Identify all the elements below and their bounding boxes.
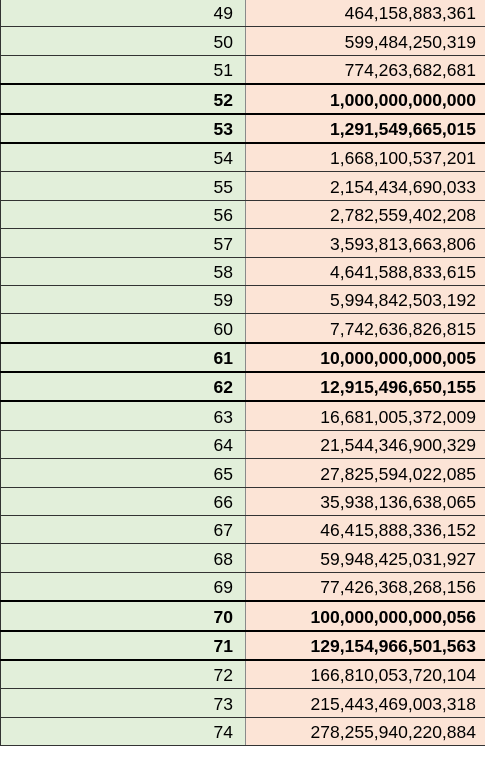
value-cell[interactable]: 2,154,434,690,033 (246, 172, 485, 200)
table-row (1, 689, 485, 717)
index-cell[interactable]: 55 (1, 172, 246, 200)
value-cell[interactable]: 46,415,888,336,152 (246, 516, 485, 544)
value-cell[interactable]: 129,154,966,501,563 (246, 631, 485, 660)
index-cell[interactable]: 69 (1, 572, 246, 601)
value-cell[interactable]: 16,681,005,372,009 (246, 401, 485, 430)
value-cell[interactable]: 27,825,594,022,085 (246, 459, 485, 487)
table-row (1, 516, 485, 544)
value-cell[interactable]: 12,915,496,650,155 (246, 372, 485, 401)
table-row (1, 459, 485, 487)
index-cell[interactable]: 74 (1, 717, 246, 745)
value-cell[interactable]: 599,484,250,319 (246, 27, 485, 55)
index-cell[interactable]: 56 (1, 200, 246, 228)
value-cell[interactable]: 5,994,842,503,192 (246, 285, 485, 313)
table-row (1, 372, 485, 401)
value-cell[interactable]: 4,641,588,833,615 (246, 257, 485, 285)
value-cell[interactable]: 7,742,636,826,815 (246, 314, 485, 343)
index-cell[interactable]: 60 (1, 314, 246, 343)
value-cell[interactable]: 464,158,883,361 (246, 0, 485, 27)
value-cell[interactable]: 10,000,000,000,005 (246, 343, 485, 372)
table-row (1, 572, 485, 601)
value-cell[interactable]: 1,000,000,000,000 (246, 84, 485, 113)
index-cell[interactable]: 65 (1, 459, 246, 487)
index-cell[interactable]: 72 (1, 660, 246, 689)
value-cell[interactable]: 2,782,559,402,208 (246, 200, 485, 228)
table-body (1, 0, 485, 746)
index-cell[interactable]: 51 (1, 55, 246, 84)
value-cell[interactable]: 77,426,368,268,156 (246, 572, 485, 601)
table-row (1, 143, 485, 172)
table-row (1, 200, 485, 228)
table-row (1, 487, 485, 515)
index-cell[interactable]: 61 (1, 343, 246, 372)
value-cell[interactable]: 3,593,813,663,806 (246, 229, 485, 257)
table-row (1, 114, 485, 143)
value-cell[interactable]: 21,544,346,900,329 (246, 430, 485, 458)
table-row (1, 401, 485, 430)
value-cell[interactable]: 166,810,053,720,104 (246, 660, 485, 689)
table-row (1, 314, 485, 343)
value-cell[interactable]: 1,291,549,665,015 (246, 114, 485, 143)
index-cell[interactable]: 64 (1, 430, 246, 458)
value-cell[interactable]: 774,263,682,681 (246, 55, 485, 84)
index-cell[interactable]: 49 (1, 0, 246, 27)
table-row (1, 285, 485, 313)
table-row (1, 717, 485, 745)
index-cell[interactable]: 67 (1, 516, 246, 544)
index-cell[interactable]: 59 (1, 285, 246, 313)
index-cell[interactable]: 73 (1, 689, 246, 717)
table-row (1, 257, 485, 285)
table-row (1, 601, 485, 630)
index-cell[interactable]: 68 (1, 544, 246, 572)
table-row (1, 172, 485, 200)
table-row (1, 27, 485, 55)
value-cell[interactable]: 278,255,940,220,884 (246, 717, 485, 745)
index-cell[interactable]: 57 (1, 229, 246, 257)
value-cell[interactable]: 1,668,100,537,201 (246, 143, 485, 172)
index-cell[interactable]: 58 (1, 257, 246, 285)
table-row (1, 660, 485, 689)
table-row (1, 430, 485, 458)
value-cell[interactable]: 100,000,000,000,056 (246, 601, 485, 630)
index-cell[interactable]: 52 (1, 84, 246, 113)
table-row (1, 229, 485, 257)
table-row (1, 55, 485, 84)
table-row (1, 631, 485, 660)
table-row (1, 343, 485, 372)
table-row (1, 84, 485, 113)
value-cell[interactable]: 59,948,425,031,927 (246, 544, 485, 572)
index-cell[interactable]: 53 (1, 114, 246, 143)
value-cell[interactable]: 35,938,136,638,065 (246, 487, 485, 515)
index-cell[interactable]: 62 (1, 372, 246, 401)
table-row (1, 544, 485, 572)
index-cell[interactable]: 66 (1, 487, 246, 515)
value-cell[interactable]: 215,443,469,003,318 (246, 689, 485, 717)
index-cell[interactable]: 50 (1, 27, 246, 55)
index-cell[interactable]: 54 (1, 143, 246, 172)
index-cell[interactable]: 70 (1, 601, 246, 630)
index-cell[interactable]: 63 (1, 401, 246, 430)
table-row (1, 0, 485, 27)
index-cell[interactable]: 71 (1, 631, 246, 660)
